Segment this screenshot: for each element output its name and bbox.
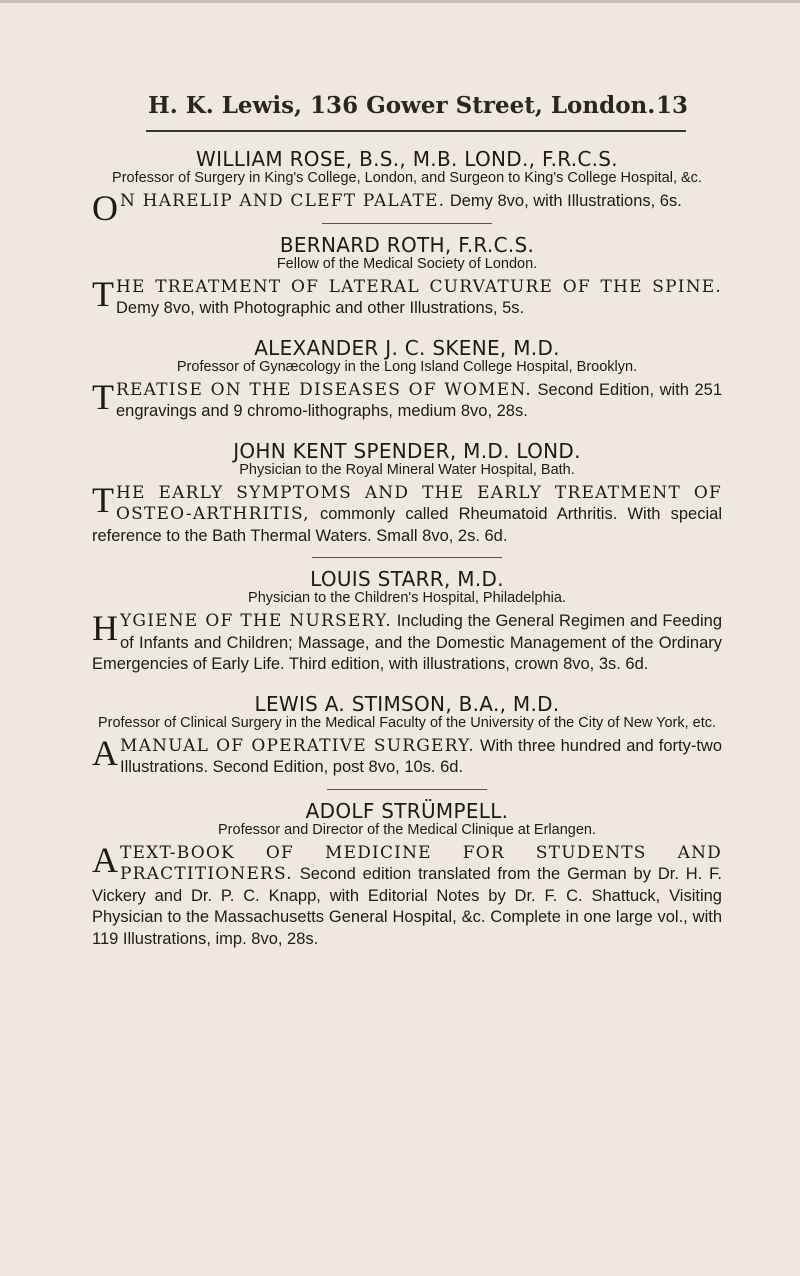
book-title: MANUAL OF OPERATIVE SURGERY.: [120, 735, 475, 756]
book-details: Demy 8vo, with Photographic and other Illustrations, 5s.: [116, 299, 525, 317]
book-details: Second Edition, with 251 engravings and 9 chromo-lithographs, medium 8vo, 28s.: [116, 380, 722, 420]
book-details: With three hundred and forty-two Illustrations. Second Edition, post 8vo, 10s. 6d.: [120, 736, 723, 776]
book-title: HE EARLY SYMPTOMS AND THE EARLY TREATMENT OF OSTEO-ARTHRITIS,: [116, 482, 722, 524]
entry-author: LEWIS A. STIMSON, B.A., M.D.: [254, 691, 560, 716]
catalogue-entry: [92, 693, 722, 779]
drop-cap: A: [92, 732, 118, 773]
entry-author-description: Fellow of the Medical Society of London.: [276, 255, 538, 272]
separator-rule: [312, 557, 502, 558]
book-details: Demy 8vo, with Illustrations, 6s.: [449, 192, 682, 210]
top-edge-rule: [0, 0, 800, 3]
catalogue-entry: [92, 568, 722, 676]
publisher-line: H. K. Lewis, 136 Gower Street, London.: [148, 92, 656, 119]
entry-author-description: Physician to the Children's Hospital, Philadelphia.: [248, 590, 566, 606]
drop-cap: T: [92, 376, 114, 417]
entry-book: [92, 479, 722, 548]
catalogue-entry: [92, 147, 722, 228]
separator-rule: [327, 789, 487, 790]
separator-rule: [322, 223, 492, 224]
drop-cap: T: [92, 273, 114, 314]
book-title: HE TREATMENT OF LATERAL CURVATURE OF THE SPINE.: [116, 276, 722, 297]
catalogue-entries: [92, 148, 722, 950]
entry-author: LOUIS STARR, M.D.: [310, 567, 504, 591]
entry-author-description: Professor of Gynæcology in the Long Island College Hospital, Brooklyn.: [176, 358, 638, 375]
entry-book: [92, 376, 722, 423]
entry-author: ADOLF STRÜMPELL.: [305, 798, 509, 823]
page-header: [148, 92, 688, 119]
entry-author: JOHN KENT SPENDER, M.D. LOND.: [233, 438, 581, 463]
catalogue-entry: [92, 440, 722, 548]
catalogue-entry: [92, 234, 722, 320]
entry-author-description: Professor and Director of the Medical Clinique at Erlangen.: [218, 821, 596, 838]
drop-cap: O: [92, 188, 118, 228]
entry-author-description: Professor of Clinical Surgery in the Medical Faculty of the University of the City of New York, etc.: [97, 714, 717, 731]
book-title: N HARELIP AND CLEFT PALATE.: [120, 191, 446, 211]
drop-cap: H: [92, 608, 118, 648]
entry-book: [92, 608, 723, 676]
entry-author-description: Professor of Surgery in King's College, London, and Surgeon to King's College Hospital, &c.: [112, 170, 702, 186]
book-title: REATISE ON THE DISEASES OF WOMEN.: [116, 379, 532, 400]
book-details: Including the General Regimen and Feeding of Infants and Children; Massage, and the Domestic Management of the Ordinary Emergencies of Early Life. Third edition, with illustrations, crown 8vo, 3s. 6d.: [92, 612, 723, 673]
entry-author: ALEXANDER J. C. SKENE, M.D.: [254, 335, 560, 360]
book-title: YGIENE OF THE NURSERY.: [120, 611, 392, 631]
book-title: TEXT-BOOK OF MEDICINE FOR STUDENTS AND PRACTITIONERS.: [120, 842, 722, 884]
entry-author: WILLIAM ROSE, B.S., M.B. LOND., F.R.C.S.: [196, 147, 618, 171]
entry-book: [92, 188, 722, 228]
drop-cap: A: [92, 839, 118, 880]
entry-author-description: Physician to the Royal Mineral Water Hospital, Bath.: [239, 461, 575, 478]
entry-book: [92, 273, 722, 320]
header-rule: [146, 130, 686, 132]
entry-book: [92, 839, 722, 951]
book-details: commonly called Rheumatoid Arthritis. With special reference to the Bath Thermal Waters. Small 8vo, 2s. 6d.: [92, 505, 722, 545]
page-number: 13: [655, 92, 688, 119]
drop-cap: T: [92, 479, 114, 520]
catalogue-entry: [92, 337, 722, 423]
book-details: Second edition translated from the German by Dr. H. F. Vickery and Dr. P. C. Knapp, with Editorial Notes by Dr. F. C. Shattuck, Visiting Physician to the Massachusetts General Hospital, &c. Complete in one large vol., with 119 Illustrations, imp. 8vo, 28s.: [92, 865, 722, 948]
entry-author: BERNARD ROTH, F.R.C.S.: [279, 232, 535, 257]
entry-book: [92, 732, 723, 779]
catalogue-entry: [92, 800, 722, 951]
